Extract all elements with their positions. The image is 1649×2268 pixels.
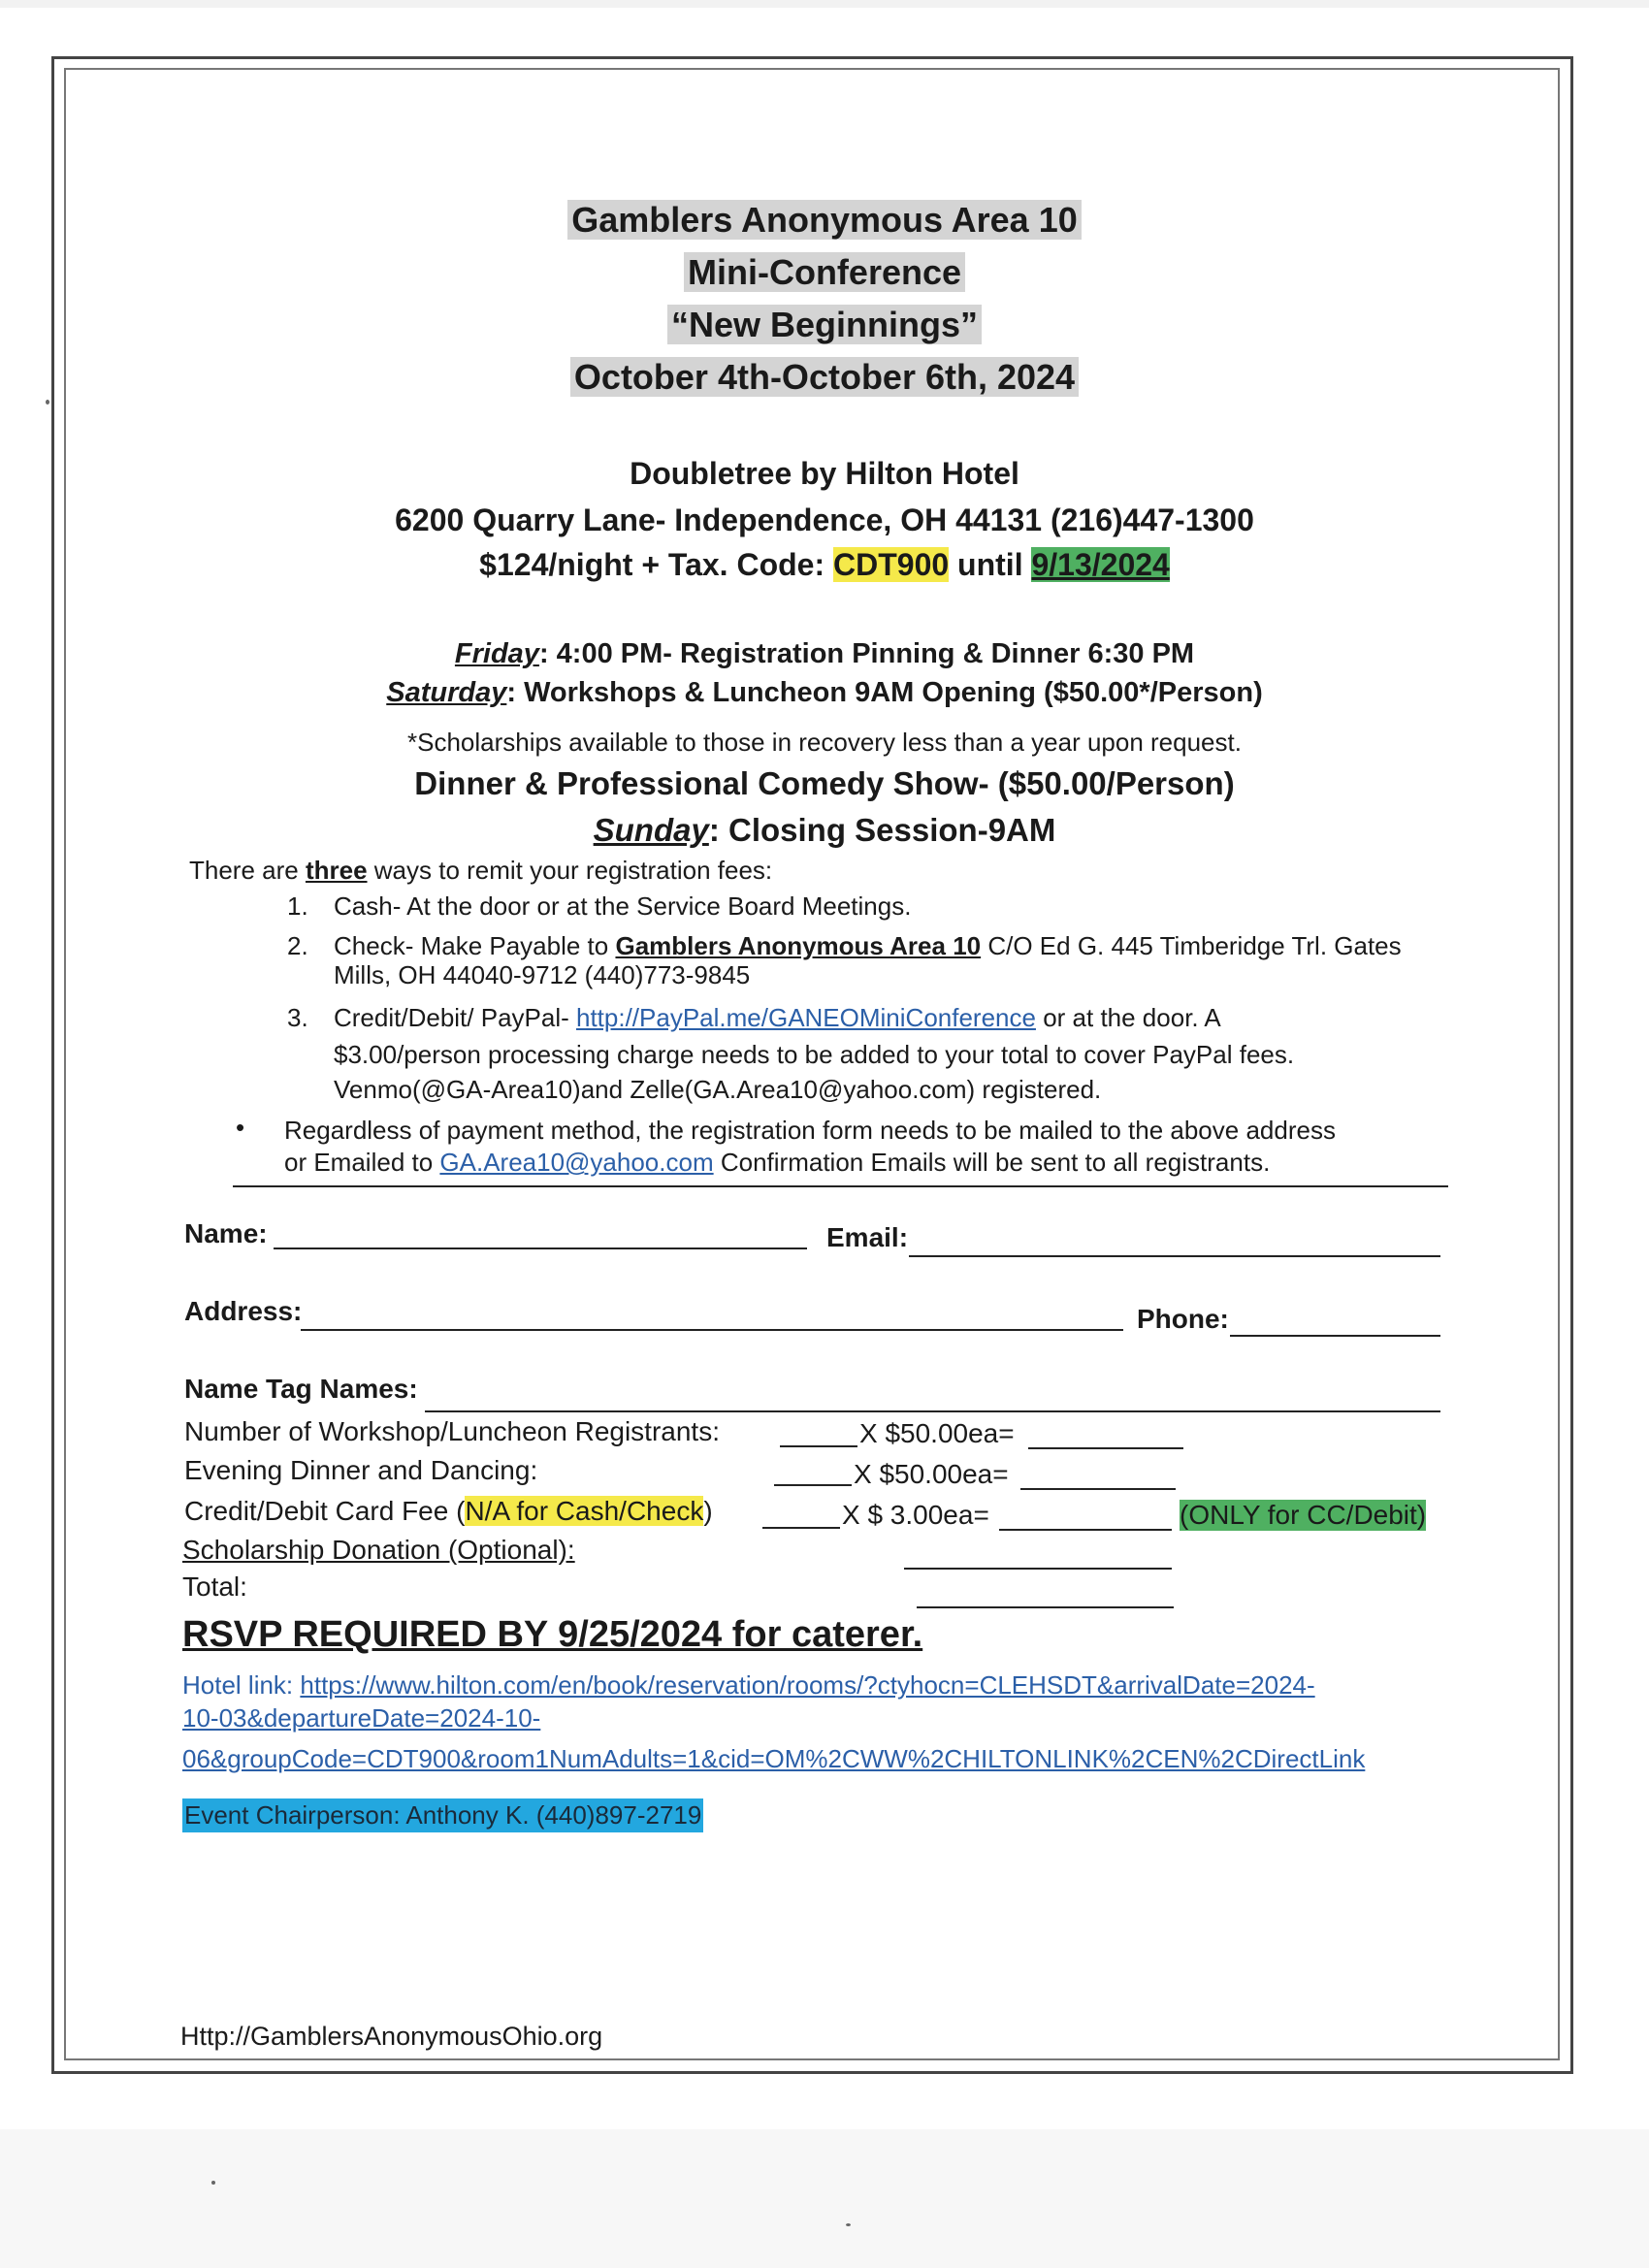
hotel-until-text: until bbox=[949, 547, 1032, 582]
workshop-total-field[interactable] bbox=[1028, 1447, 1183, 1449]
section-divider bbox=[233, 1185, 1448, 1187]
mailing-note-a: Regardless of payment method, the registration form needs to be mailed to the above address bbox=[284, 1116, 1336, 1145]
card-fee-price: X $ 3.00ea= bbox=[842, 1500, 989, 1530]
workshop-count-field[interactable] bbox=[780, 1445, 857, 1447]
mailing-note-b bbox=[284, 1148, 1270, 1178]
payment-item-1: Cash- At the door or at the Service Board Meetings. bbox=[334, 891, 912, 921]
card-fee-label-b: ) bbox=[703, 1496, 713, 1526]
hotel-link-url-1[interactable]: https://www.hilton.com/en/book/reservation/rooms/?ctyhocn=CLEHSDT&arrivalDate=2024- bbox=[300, 1670, 1315, 1700]
event-chairperson: Event Chairperson: Anthony K. (440)897-2719 bbox=[182, 1798, 703, 1832]
payment-item-2 bbox=[334, 931, 1402, 961]
name-field[interactable] bbox=[274, 1247, 807, 1249]
scan-edge-top bbox=[0, 0, 1649, 8]
paypal-fee-note: $3.00/person processing charge needs to be added to your total to cover PayPal fees. bbox=[334, 1040, 1295, 1069]
friday-text: : 4:00 PM- Registration Pinning & Dinner 6:30 PM bbox=[538, 638, 1195, 669]
sunday-label: Sunday bbox=[593, 812, 709, 848]
title-line-3: “New Beginnings” bbox=[667, 305, 982, 344]
confirmation-text: Confirmation Emails will be sent to all registrants. bbox=[713, 1148, 1271, 1177]
scan-speck bbox=[46, 400, 49, 405]
check-instructions: Check- Make Payable to bbox=[334, 931, 616, 960]
rsvp-deadline: RSVP REQUIRED BY 9/25/2024 for caterer. bbox=[182, 1614, 923, 1655]
dinner-count-field[interactable] bbox=[774, 1484, 852, 1486]
payment-item-3 bbox=[334, 1003, 1221, 1033]
card-fee-total-field[interactable] bbox=[999, 1529, 1172, 1531]
scholarship-donation-label: Scholarship Donation (Optional): bbox=[182, 1535, 575, 1565]
check-address-b: Mills, OH 44040-9712 (440)773-9845 bbox=[334, 960, 751, 989]
address-label: Address: bbox=[184, 1296, 303, 1326]
group-code-deadline: 9/13/2024 bbox=[1031, 547, 1170, 582]
payment-item-3-number: 3. bbox=[287, 1003, 308, 1032]
payment-intro-three: three bbox=[305, 856, 368, 885]
address-field[interactable] bbox=[301, 1329, 1123, 1331]
saturday-label: Saturday bbox=[386, 677, 507, 708]
group-code: CDT900 bbox=[833, 547, 950, 582]
saturday-schedule bbox=[0, 675, 1649, 710]
paypal-link[interactable]: http://PayPal.me/GANEOMiniConference bbox=[575, 1003, 1036, 1032]
saturday-text: : Workshops & Luncheon 9AM Opening ($50.00*/Person) bbox=[506, 677, 1263, 708]
payment-item-2-number: 2. bbox=[287, 931, 308, 960]
payment-item-1-number: 1. bbox=[287, 891, 308, 921]
hotel-rate-text: $124/night + Tax. Code: bbox=[479, 547, 833, 582]
hotel-rate bbox=[0, 545, 1649, 584]
total-field[interactable] bbox=[917, 1606, 1174, 1608]
friday-schedule bbox=[0, 636, 1649, 671]
payment-intro-b: ways to remit your registration fees: bbox=[367, 856, 773, 885]
flyer-title bbox=[0, 198, 1649, 400]
name-label: Name: bbox=[184, 1218, 268, 1248]
card-fee-label bbox=[184, 1496, 713, 1527]
emailed-to-text: or Emailed to bbox=[284, 1148, 440, 1177]
title-line-2: Mini-Conference bbox=[684, 252, 965, 292]
check-payee: Gamblers Anonymous Area 10 bbox=[615, 931, 982, 960]
hotel-link-line-1 bbox=[182, 1670, 1315, 1701]
card-fee-label-a: Credit/Debit Card Fee ( bbox=[184, 1496, 466, 1526]
card-fee-exception: N/A for Cash/Check bbox=[465, 1496, 704, 1526]
hotel-link-label: Hotel link: bbox=[182, 1670, 301, 1700]
card-fee-count-field[interactable] bbox=[762, 1527, 840, 1529]
name-tag-label: Name Tag Names: bbox=[184, 1374, 418, 1404]
workshop-price: X $50.00ea= bbox=[859, 1418, 1015, 1448]
dinner-total-field[interactable] bbox=[1020, 1488, 1176, 1490]
title-line-1: Gamblers Anonymous Area 10 bbox=[567, 200, 1082, 240]
paypal-label: Credit/Debit/ PayPal- bbox=[334, 1003, 576, 1032]
hotel-link-url-3[interactable]: 06&groupCode=CDT900&room1NumAdults=1&cid=OM%2CWW%2CHILTONLINK%2CEN%2CDirectLink bbox=[182, 1744, 1366, 1773]
payment-intro bbox=[189, 856, 772, 886]
dinner-price: X $50.00ea= bbox=[854, 1459, 1009, 1489]
payment-intro-a: There are bbox=[189, 856, 306, 885]
workshop-label: Number of Workshop/Luncheon Registrants: bbox=[184, 1416, 720, 1446]
hotel-name: Doubletree by Hilton Hotel bbox=[630, 456, 1019, 491]
phone-label: Phone: bbox=[1137, 1304, 1229, 1334]
paypal-door-text: or at the door. A bbox=[1035, 1003, 1221, 1032]
hotel-address: 6200 Quarry Lane- Independence, OH 44131 (216)447-1300 bbox=[395, 502, 1254, 537]
check-address-a: C/O Ed G. 445 Timberidge Trl. Gates bbox=[981, 931, 1402, 960]
hotel-link-url-2[interactable]: 10-03&departureDate=2024-10- bbox=[182, 1703, 541, 1733]
bullet-icon: • bbox=[236, 1113, 245, 1142]
footer-website: Http://GamblersAnonymousOhio.org bbox=[180, 2022, 603, 2051]
dinner-show: Dinner & Professional Comedy Show- ($50.00/Person) bbox=[414, 765, 1235, 801]
sunday-schedule bbox=[0, 811, 1649, 850]
scholarship-note: *Scholarships available to those in recovery less than a year upon request. bbox=[407, 728, 1242, 757]
title-dates: October 4th-October 6th, 2024 bbox=[570, 357, 1079, 397]
scan-bottom-margin bbox=[0, 2129, 1649, 2268]
card-fee-note: (ONLY for CC/Debit) bbox=[1180, 1500, 1427, 1530]
email-label: Email: bbox=[826, 1222, 909, 1252]
venmo-zelle-note: Venmo(@GA-Area10)and Zelle(GA.Area10@yahoo.com) registered. bbox=[334, 1075, 1102, 1104]
scan-speck bbox=[211, 2181, 215, 2185]
registration-email-link[interactable]: GA.Area10@yahoo.com bbox=[439, 1148, 714, 1177]
friday-label: Friday bbox=[454, 638, 539, 669]
dinner-label: Evening Dinner and Dancing: bbox=[184, 1455, 538, 1485]
name-tag-field[interactable] bbox=[425, 1410, 1440, 1412]
scan-speck bbox=[846, 2223, 851, 2226]
phone-field[interactable] bbox=[1230, 1335, 1440, 1337]
total-label: Total: bbox=[182, 1571, 247, 1602]
sunday-text: : Closing Session-9AM bbox=[708, 812, 1056, 848]
email-field[interactable] bbox=[909, 1255, 1440, 1257]
scholarship-donation-field[interactable] bbox=[904, 1568, 1172, 1570]
